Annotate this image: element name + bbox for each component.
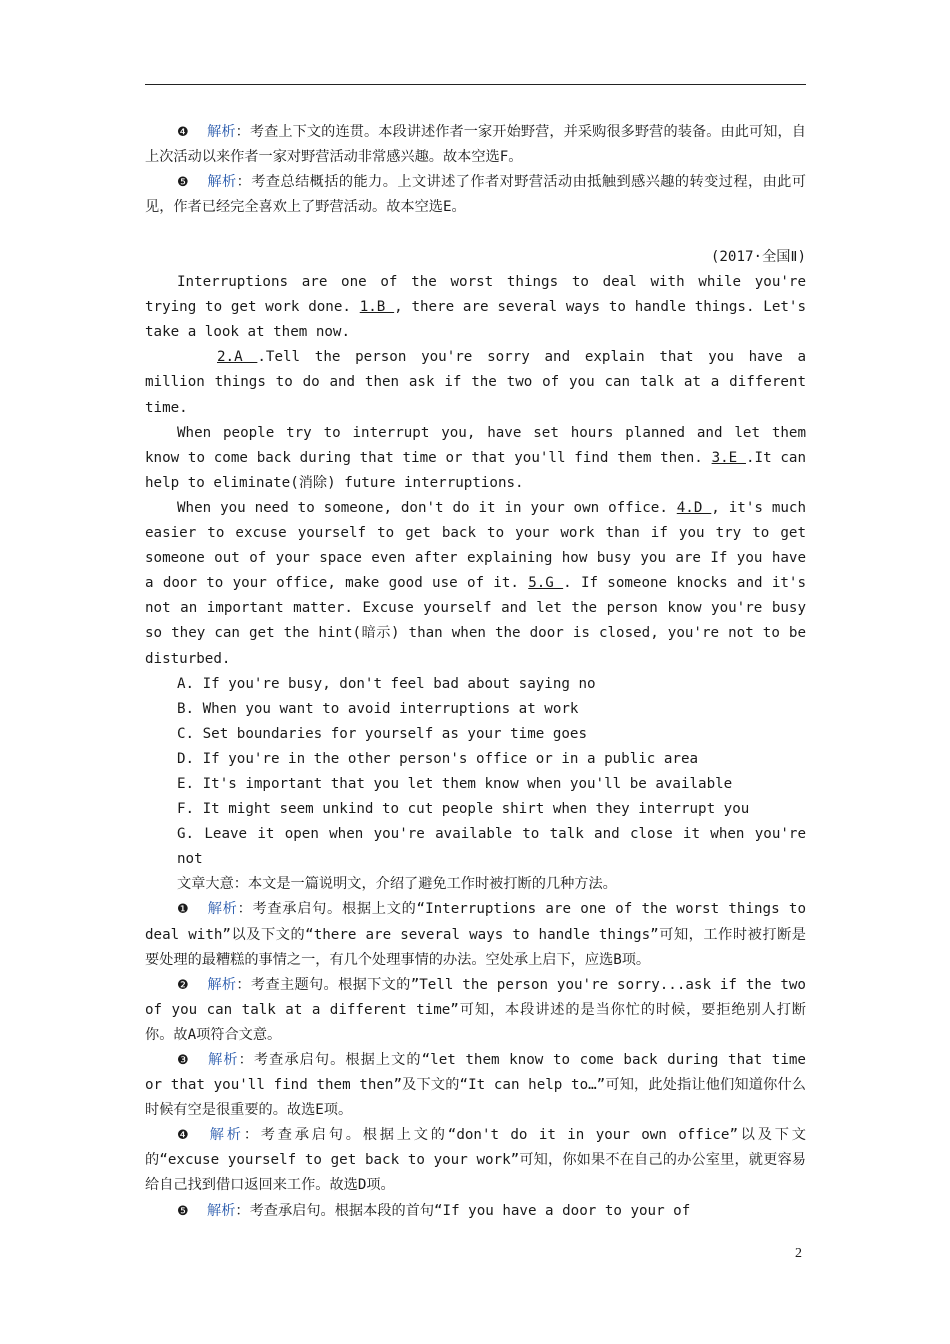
- blank-3: 3.E: [711, 449, 746, 466]
- circled-number: ❺: [177, 175, 189, 191]
- analysis-item: [145, 973, 806, 1048]
- passage-paragraph: Interruptions are one of the worst things to deal with while you're trying to get work done. 1.B , there are several ways to handle things. Let's take a look at them now.: [145, 274, 806, 341]
- analysis-text: ：考查承启句。根据上文的“don't do it in your own office”以及下文的“excuse yourself to get back to your work”可知，你如果不在自己的办公室里，就更容易给自己找到借口返回来工作。故选D项。: [145, 1127, 806, 1194]
- analysis-text: ：考查承启句。根据上文的“Interruptions are one of the worst things to deal with”以及下文的“there are several ways to handle things”可知，工作时被打断是要处理的最糟糕的事情之一，有几个处理事情的办法。空处承上启下，应选B项。: [145, 901, 806, 968]
- summary: 文章大意：本文是一篇说明文，介绍了避免工作时被打断的几种方法。: [177, 876, 617, 893]
- analysis-item: [145, 170, 806, 220]
- analysis-label: 解析: [207, 174, 237, 191]
- circled-number: ❶: [177, 902, 189, 918]
- circled-number: ❸: [177, 1053, 189, 1068]
- analysis-item: [145, 897, 806, 972]
- exercise: [145, 245, 806, 1224]
- analysis-text: ：考查承启句。根据本段的首句“If you have a door to your of: [235, 1202, 691, 1219]
- analysis-item: [145, 1199, 806, 1224]
- circled-number: ❷: [177, 977, 189, 993]
- analysis-text: ：考查承启句。根据上文的“let them know to come back during that time or that you'll find them then”及下文的“It can help to…”可知，此处指让他们知道你什么时候有空是很重要的。故选E项。: [145, 1052, 806, 1119]
- blank-1: 1.B: [359, 299, 395, 316]
- passage-paragraph: When you need to someone, don't do it in your own office. 4.D , it's much easier to excuse yourself to get back to your work than if you try to get someone out of your space even after explaining how busy you are If you have a door to your office, make good use of it. 5.G . If someone knocks and it's not an important matter. Excuse yourself and let the person know you're busy so they can get the hint(暗示) than when the door is closed, you're not to be disturbed.: [145, 499, 806, 667]
- option-item: F. It might seem unkind to cut people shirt when they interrupt you: [177, 801, 750, 818]
- circled-number: ❹: [177, 125, 189, 140]
- circled-number: ❺: [177, 1203, 189, 1219]
- option-item: A. If you're busy, don't feel bad about saying no: [177, 675, 596, 692]
- previous-analysis: [145, 120, 806, 220]
- source-label: (2017·全国Ⅱ): [710, 249, 806, 265]
- blank-2: 2.A: [217, 349, 258, 366]
- header-rule: [145, 84, 806, 85]
- analysis-label: 解析: [207, 901, 238, 918]
- circled-number: ❹: [177, 1128, 189, 1144]
- analysis-label: 解析: [207, 124, 236, 140]
- analysis-item: [145, 1048, 806, 1123]
- passage-paragraph: When people try to interrupt you, have set hours planned and let them know to come back during that time or that you'll find them then. 3.E .It can help to eliminate(消除) future interruptions.: [145, 424, 806, 491]
- blank-4: 4.D: [676, 499, 712, 516]
- analysis-text: ：考查总结概括的能力。上文讲述了作者对野营活动由抵触到感兴趣的转变过程，由此可见，作者已经完全喜欢上了野营活动。故本空选E。: [145, 174, 806, 216]
- analysis-label: 解析: [207, 1202, 236, 1219]
- page-number: 2: [795, 1246, 802, 1261]
- analysis-item: [145, 120, 806, 170]
- passage-paragraph: 2.A .Tell the person you're sorry and explain that you have a million things to do and then ask if the two of you can talk at a different time.: [145, 349, 807, 416]
- analysis-label: 解析: [207, 1127, 244, 1144]
- analysis-text: ：考查主题句。根据下文的”Tell the person you're sorry...ask if the two of you can talk at a different time”可知，本段讲述的是当你忙的时候，要拒绝别人打断你。故A项符合文意。: [145, 976, 806, 1043]
- analysis-text: ：考查上下文的连贯。本段讲述作者一家开始野营，并采购很多野营的装备。由此可知，自上次活动以来作者一家对野营活动非常感兴趣。故本空选F。: [145, 124, 806, 166]
- option-item: D. If you're in the other person's office or in a public area: [177, 750, 699, 767]
- analysis-label: 解析: [207, 976, 237, 993]
- analysis-item: [145, 1123, 806, 1198]
- blank-5: 5.G: [528, 575, 564, 592]
- option-item: B. When you want to avoid interruptions at work: [177, 700, 579, 717]
- option-item: G. Leave it open when you're available to talk and close it when you're not: [177, 826, 806, 868]
- option-item: E. It's important that you let them know when you'll be available: [177, 775, 733, 792]
- option-item: C. Set boundaries for yourself as your time goes: [177, 725, 587, 742]
- options-list: [145, 672, 806, 873]
- analysis-label: 解析: [207, 1052, 239, 1068]
